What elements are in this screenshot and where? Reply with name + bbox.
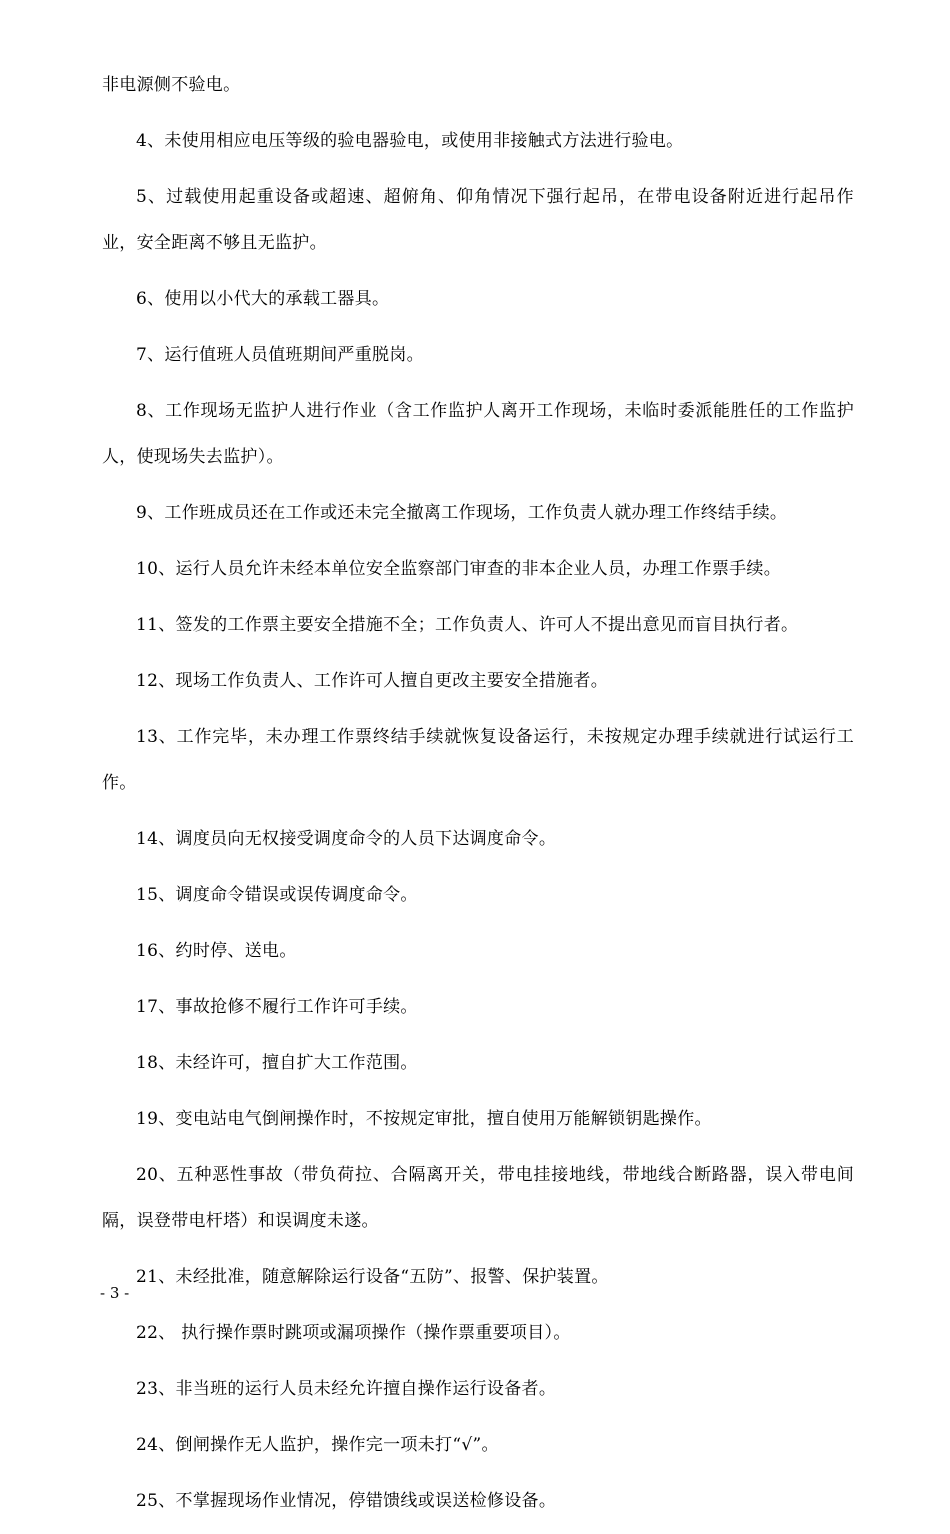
- list-item-19: 19、变电站电气倒闸操作时，不按规定审批，擅自使用万能解锁钥匙操作。: [136, 1109, 712, 1129]
- list-item-7: 7、运行值班人员值班期间严重脱岗。: [136, 345, 424, 365]
- list-item-12: 12、现场工作负责人、工作许可人擅自更改主要安全措施者。: [136, 671, 609, 691]
- document-body: [102, 62, 854, 1534]
- list-item-10: 10、运行人员允许未经本单位安全监察部门审查的非本企业人员，办理工作票手续。: [136, 559, 782, 579]
- list-item-13: 13、工作完毕，未办理工作票终结手续就恢复设备运行，未按规定办理手续就进行试运行工作。: [102, 727, 854, 793]
- page-number: - 3 -: [100, 1284, 130, 1302]
- list-item-21: 21、未经批准，随意解除运行设备“五防”、报警、保护装置。: [136, 1267, 609, 1287]
- list-item-5: 5、过载使用起重设备或超速、超俯角、仰角情况下强行起吊，在带电设备附近进行起吊作业，安全距离不够且无监护。: [102, 187, 854, 253]
- list-item-24: 24、倒闸操作无人监护，操作完一项未打“√”。: [136, 1435, 499, 1455]
- list-item-11: 11、签发的工作票主要安全措施不全；工作负责人、许可人不提出意见而盲目执行者。: [136, 615, 799, 635]
- list-item-15: 15、调度命令错误或误传调度命令。: [136, 885, 418, 905]
- list-item-16: 16、约时停、送电。: [136, 941, 297, 961]
- list-item-17: 17、事故抢修不履行工作许可手续。: [136, 997, 418, 1017]
- list-item-18: 18、未经许可，擅自扩大工作范围。: [136, 1053, 418, 1073]
- list-item-22: 22、 执行操作票时跳项或漏项操作（操作票重要项目）。: [136, 1323, 571, 1343]
- list-item-20: 20、五种恶性事故（带负荷拉、合隔离开关，带电挂接地线，带地线合断路器，误入带电间隔，误登带电杆塔）和误调度未遂。: [102, 1165, 854, 1231]
- list-item-4: 4、未使用相应电压等级的验电器验电，或使用非接触式方法进行验电。: [136, 131, 684, 151]
- list-item-14: 14、调度员向无权接受调度命令的人员下达调度命令。: [136, 829, 557, 849]
- list-item-23: 23、非当班的运行人员未经允许擅自操作运行设备者。: [136, 1379, 557, 1399]
- list-item-9: 9、工作班成员还在工作或还未完全撤离工作现场，工作负责人就办理工作终结手续。: [136, 503, 788, 523]
- paragraph-continued: 非电源侧不验电。: [102, 75, 241, 95]
- list-item-8: 8、工作现场无监护人进行作业（含工作监护人离开工作现场，未临时委派能胜任的工作监护人，使现场失去监护）。: [102, 401, 854, 467]
- list-item-25: 25、不掌握现场作业情况，停错馈线或误送检修设备。: [136, 1491, 557, 1511]
- list-item-6: 6、使用以小代大的承载工器具。: [136, 289, 390, 309]
